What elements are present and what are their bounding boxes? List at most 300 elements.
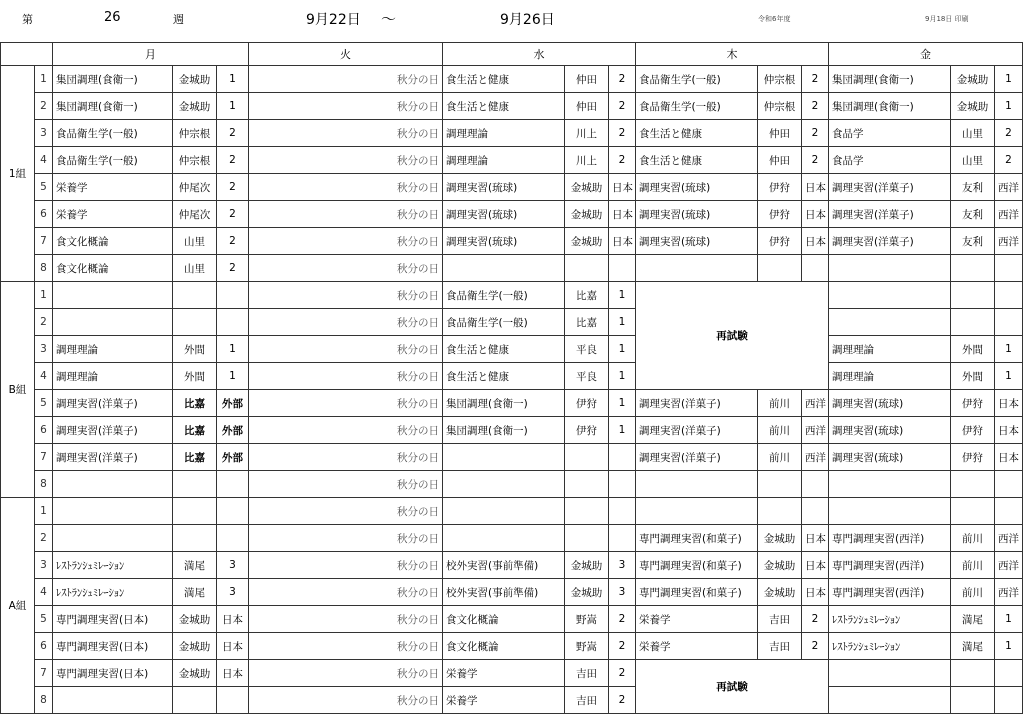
period-number: 6 xyxy=(35,201,53,228)
corner-cell xyxy=(1,43,53,66)
room-thu: 日本 xyxy=(802,201,829,228)
room-mon xyxy=(217,309,249,336)
teacher-mon: 外間 xyxy=(173,336,217,363)
teacher-wed: 川上 xyxy=(565,147,609,174)
subject-fri xyxy=(829,660,951,687)
room-mon xyxy=(217,525,249,552)
holiday-cell: 秋分の日 xyxy=(249,147,443,174)
room-thu: 2 xyxy=(802,120,829,147)
room-thu: 日本 xyxy=(802,174,829,201)
room-wed: 2 xyxy=(609,660,636,687)
room-wed: 1 xyxy=(609,336,636,363)
holiday-cell: 秋分の日 xyxy=(249,255,443,282)
room-wed xyxy=(609,525,636,552)
period-row xyxy=(1,201,1023,228)
teacher-fri xyxy=(951,660,995,687)
teacher-thu xyxy=(758,255,802,282)
subject-mon xyxy=(53,309,173,336)
teacher-wed xyxy=(565,525,609,552)
period-number: 6 xyxy=(35,633,53,660)
subject-mon: 調理実習(洋菓子) xyxy=(53,390,173,417)
period-number: 3 xyxy=(35,336,53,363)
room-fri: 1 xyxy=(995,363,1023,390)
room-wed: 1 xyxy=(609,282,636,309)
teacher-thu: 前川 xyxy=(758,417,802,444)
period-number: 7 xyxy=(35,444,53,471)
period-number: 4 xyxy=(35,363,53,390)
subject-wed: 調理理論 xyxy=(443,147,565,174)
teacher-mon: 外間 xyxy=(173,363,217,390)
day-header-wed: 水 xyxy=(443,43,636,66)
room-wed: 2 xyxy=(609,606,636,633)
teacher-wed: 吉田 xyxy=(565,660,609,687)
subject-fri: 専門調理実習(西洋) xyxy=(829,552,951,579)
room-fri: 西洋 xyxy=(995,579,1023,606)
teacher-mon: 金城助 xyxy=(173,606,217,633)
room-fri: 2 xyxy=(995,147,1023,174)
subject-mon: 食文化概論 xyxy=(53,228,173,255)
subject-thu: 栄養学 xyxy=(636,606,758,633)
period-number: 8 xyxy=(35,687,53,714)
teacher-wed: 伊狩 xyxy=(565,417,609,444)
teacher-fri: 前川 xyxy=(951,579,995,606)
room-fri: 1 xyxy=(995,336,1023,363)
period-number: 3 xyxy=(35,552,53,579)
teacher-thu: 吉田 xyxy=(758,606,802,633)
holiday-cell: 秋分の日 xyxy=(249,201,443,228)
subject-fri: 調理実習(琉球) xyxy=(829,444,951,471)
teacher-mon: 比嘉 xyxy=(173,390,217,417)
period-row xyxy=(1,687,1023,714)
subject-mon: 専門調理実習(日本) xyxy=(53,633,173,660)
room-mon: 日本 xyxy=(217,633,249,660)
teacher-mon xyxy=(173,525,217,552)
subject-fri: 調理実習(洋菓子) xyxy=(829,201,951,228)
period-number: 8 xyxy=(35,255,53,282)
subject-fri: 調理実習(琉球) xyxy=(829,390,951,417)
room-wed: 日本 xyxy=(609,174,636,201)
subject-fri xyxy=(829,687,951,714)
print-date: 9月18日 印刷 xyxy=(925,15,969,23)
subject-wed: 調理実習(琉球) xyxy=(443,228,565,255)
room-thu: 西洋 xyxy=(802,417,829,444)
subject-mon: 専門調理実習(日本) xyxy=(53,660,173,687)
teacher-wed: 金城助 xyxy=(565,201,609,228)
teacher-fri: 友利 xyxy=(951,174,995,201)
room-thu: 日本 xyxy=(802,579,829,606)
subject-mon: 調理実習(洋菓子) xyxy=(53,417,173,444)
period-number: 4 xyxy=(35,147,53,174)
room-wed: 日本 xyxy=(609,228,636,255)
period-row xyxy=(1,309,1023,336)
teacher-wed: 金城助 xyxy=(565,174,609,201)
room-fri: 西洋 xyxy=(995,228,1023,255)
room-mon: 2 xyxy=(217,120,249,147)
teacher-fri xyxy=(951,471,995,498)
subject-wed xyxy=(443,471,565,498)
period-row xyxy=(1,552,1023,579)
subject-thu: 食品衛生学(一般) xyxy=(636,93,758,120)
teacher-thu: 伊狩 xyxy=(758,174,802,201)
teacher-mon xyxy=(173,309,217,336)
subject-wed: 調理実習(琉球) xyxy=(443,174,565,201)
subject-wed: 食生活と健康 xyxy=(443,93,565,120)
subject-fri xyxy=(829,282,951,309)
teacher-mon: 仲宗根 xyxy=(173,120,217,147)
subject-thu: 調理実習(琉球) xyxy=(636,228,758,255)
room-fri xyxy=(995,255,1023,282)
room-mon: 1 xyxy=(217,363,249,390)
period-row xyxy=(1,633,1023,660)
room-wed: 2 xyxy=(609,120,636,147)
teacher-thu xyxy=(758,498,802,525)
period-number: 5 xyxy=(35,174,53,201)
start-date: 9月22日 xyxy=(306,12,361,28)
teacher-fri: 友利 xyxy=(951,201,995,228)
holiday-cell: 秋分の日 xyxy=(249,93,443,120)
week-suffix: 週 xyxy=(173,13,184,26)
teacher-wed: 金城助 xyxy=(565,579,609,606)
holiday-cell: 秋分の日 xyxy=(249,363,443,390)
room-fri xyxy=(995,282,1023,309)
room-mon: 外部 xyxy=(217,417,249,444)
room-thu: 2 xyxy=(802,93,829,120)
teacher-wed: 野嵩 xyxy=(565,633,609,660)
period-number: 8 xyxy=(35,471,53,498)
teacher-wed: 比嘉 xyxy=(565,282,609,309)
period-row xyxy=(1,147,1023,174)
teacher-fri: 外間 xyxy=(951,336,995,363)
teacher-mon: 山里 xyxy=(173,255,217,282)
period-number: 7 xyxy=(35,660,53,687)
room-thu: 2 xyxy=(802,606,829,633)
subject-thu: 調理実習(琉球) xyxy=(636,174,758,201)
room-wed xyxy=(609,444,636,471)
subject-fri: 専門調理実習(西洋) xyxy=(829,579,951,606)
room-mon xyxy=(217,687,249,714)
holiday-cell: 秋分の日 xyxy=(249,552,443,579)
teacher-wed xyxy=(565,498,609,525)
room-mon: 外部 xyxy=(217,444,249,471)
group-label: B組 xyxy=(1,282,35,498)
teacher-wed: 野嵩 xyxy=(565,606,609,633)
day-header-fri: 金 xyxy=(829,43,1023,66)
teacher-wed: 仲田 xyxy=(565,66,609,93)
subject-thu: 専門調理実習(和菓子) xyxy=(636,579,758,606)
subject-thu xyxy=(636,471,758,498)
room-mon xyxy=(217,498,249,525)
holiday-cell: 秋分の日 xyxy=(249,282,443,309)
period-number: 2 xyxy=(35,93,53,120)
subject-mon: 栄養学 xyxy=(53,201,173,228)
room-mon: 3 xyxy=(217,552,249,579)
teacher-mon xyxy=(173,498,217,525)
teacher-mon: 満尾 xyxy=(173,552,217,579)
room-wed xyxy=(609,255,636,282)
room-mon: 1 xyxy=(217,336,249,363)
period-number: 7 xyxy=(35,228,53,255)
subject-thu: 調理実習(洋菓子) xyxy=(636,390,758,417)
holiday-cell: 秋分の日 xyxy=(249,660,443,687)
room-mon: 3 xyxy=(217,579,249,606)
room-thu: 日本 xyxy=(802,552,829,579)
teacher-thu: 前川 xyxy=(758,390,802,417)
subject-thu: 専門調理実習(和菓子) xyxy=(636,525,758,552)
subject-wed: 校外実習(事前準備) xyxy=(443,552,565,579)
teacher-mon: 金城助 xyxy=(173,93,217,120)
subject-mon: 栄養学 xyxy=(53,174,173,201)
teacher-fri xyxy=(951,282,995,309)
subject-wed: 集団調理(食衛一) xyxy=(443,390,565,417)
teacher-mon xyxy=(173,687,217,714)
teacher-wed: 仲田 xyxy=(565,93,609,120)
room-fri: 日本 xyxy=(995,417,1023,444)
room-wed: 2 xyxy=(609,687,636,714)
room-mon xyxy=(217,282,249,309)
room-fri xyxy=(995,660,1023,687)
subject-wed: 食生活と健康 xyxy=(443,66,565,93)
room-mon xyxy=(217,471,249,498)
subject-fri: 調理理論 xyxy=(829,336,951,363)
teacher-thu: 金城助 xyxy=(758,579,802,606)
period-row xyxy=(1,471,1023,498)
room-thu xyxy=(802,255,829,282)
teacher-fri: 金城助 xyxy=(951,66,995,93)
subject-mon xyxy=(53,282,173,309)
teacher-fri: 満尾 xyxy=(951,606,995,633)
subject-fri: 調理理論 xyxy=(829,363,951,390)
subject-fri: 調理実習(琉球) xyxy=(829,417,951,444)
room-mon: 日本 xyxy=(217,606,249,633)
subject-fri xyxy=(829,471,951,498)
re-exam-cell: 再試験 xyxy=(636,660,829,714)
room-fri: 西洋 xyxy=(995,525,1023,552)
subject-mon: ﾚｽﾄﾗﾝｼｭﾐﾚｰｼｮﾝ xyxy=(53,552,173,579)
teacher-wed: 吉田 xyxy=(565,687,609,714)
period-row xyxy=(1,498,1023,525)
room-fri: 西洋 xyxy=(995,552,1023,579)
period-number: 4 xyxy=(35,579,53,606)
period-number: 1 xyxy=(35,66,53,93)
subject-wed xyxy=(443,498,565,525)
teacher-mon xyxy=(173,282,217,309)
subject-wed: 食文化概論 xyxy=(443,633,565,660)
room-mon: 2 xyxy=(217,174,249,201)
room-thu: 西洋 xyxy=(802,390,829,417)
room-mon: 2 xyxy=(217,255,249,282)
subject-wed: 調理実習(琉球) xyxy=(443,201,565,228)
teacher-wed xyxy=(565,471,609,498)
period-row xyxy=(1,363,1023,390)
room-thu: 2 xyxy=(802,66,829,93)
teacher-thu: 仲田 xyxy=(758,147,802,174)
subject-wed: 食生活と健康 xyxy=(443,363,565,390)
teacher-fri xyxy=(951,255,995,282)
period-number: 3 xyxy=(35,120,53,147)
end-date: 9月26日 xyxy=(500,12,555,28)
period-row xyxy=(1,390,1023,417)
teacher-thu: 金城助 xyxy=(758,552,802,579)
room-wed: 2 xyxy=(609,147,636,174)
holiday-cell: 秋分の日 xyxy=(249,525,443,552)
teacher-thu: 前川 xyxy=(758,444,802,471)
subject-wed: 食生活と健康 xyxy=(443,336,565,363)
subject-wed: 校外実習(事前準備) xyxy=(443,579,565,606)
room-fri xyxy=(995,471,1023,498)
subject-mon: 調理理論 xyxy=(53,363,173,390)
room-fri xyxy=(995,498,1023,525)
room-fri: 日本 xyxy=(995,390,1023,417)
subject-fri xyxy=(829,255,951,282)
subject-fri: ﾚｽﾄﾗﾝｼｭﾐﾚｰｼｮﾝ xyxy=(829,633,951,660)
holiday-cell: 秋分の日 xyxy=(249,633,443,660)
subject-thu: 調理実習(洋菓子) xyxy=(636,444,758,471)
period-row xyxy=(1,606,1023,633)
re-exam-cell: 再試験 xyxy=(636,282,829,390)
room-fri: 西洋 xyxy=(995,201,1023,228)
room-mon: 2 xyxy=(217,147,249,174)
period-number: 1 xyxy=(35,282,53,309)
room-fri: 西洋 xyxy=(995,174,1023,201)
period-number: 2 xyxy=(35,525,53,552)
teacher-thu: 伊狩 xyxy=(758,228,802,255)
period-row xyxy=(1,660,1023,687)
week-prefix: 第 xyxy=(22,13,33,26)
teacher-fri: 金城助 xyxy=(951,93,995,120)
teacher-mon xyxy=(173,471,217,498)
room-thu: 西洋 xyxy=(802,444,829,471)
subject-thu: 専門調理実習(和菓子) xyxy=(636,552,758,579)
subject-fri: 調理実習(洋菓子) xyxy=(829,174,951,201)
period-number: 2 xyxy=(35,309,53,336)
subject-fri: ﾚｽﾄﾗﾝｼｭﾐﾚｰｼｮﾝ xyxy=(829,606,951,633)
holiday-cell: 秋分の日 xyxy=(249,120,443,147)
teacher-fri: 前川 xyxy=(951,552,995,579)
room-fri: 1 xyxy=(995,66,1023,93)
group-label: 1組 xyxy=(1,66,35,282)
teacher-thu: 仲田 xyxy=(758,120,802,147)
teacher-fri: 友利 xyxy=(951,228,995,255)
teacher-thu: 仲宗根 xyxy=(758,93,802,120)
room-mon: 日本 xyxy=(217,660,249,687)
holiday-cell: 秋分の日 xyxy=(249,228,443,255)
room-wed: 1 xyxy=(609,417,636,444)
room-wed: 2 xyxy=(609,93,636,120)
schedule-table xyxy=(0,42,1023,714)
fiscal-year: 令和6年度 xyxy=(758,15,791,23)
room-thu: 2 xyxy=(802,633,829,660)
subject-fri: 専門調理実習(西洋) xyxy=(829,525,951,552)
teacher-thu: 金城助 xyxy=(758,525,802,552)
holiday-cell: 秋分の日 xyxy=(249,390,443,417)
holiday-cell: 秋分の日 xyxy=(249,579,443,606)
day-header-row xyxy=(1,43,1023,66)
subject-mon xyxy=(53,498,173,525)
teacher-thu: 吉田 xyxy=(758,633,802,660)
holiday-cell: 秋分の日 xyxy=(249,606,443,633)
room-mon: 1 xyxy=(217,93,249,120)
teacher-wed: 金城助 xyxy=(565,552,609,579)
teacher-fri: 伊狩 xyxy=(951,444,995,471)
room-thu: 2 xyxy=(802,147,829,174)
holiday-cell: 秋分の日 xyxy=(249,174,443,201)
header xyxy=(0,0,1024,42)
teacher-wed: 伊狩 xyxy=(565,390,609,417)
period-number: 5 xyxy=(35,606,53,633)
room-wed: 1 xyxy=(609,390,636,417)
teacher-mon: 金城助 xyxy=(173,660,217,687)
subject-fri xyxy=(829,309,951,336)
teacher-fri: 山里 xyxy=(951,120,995,147)
teacher-thu: 伊狩 xyxy=(758,201,802,228)
subject-mon: 集団調理(食衛一) xyxy=(53,66,173,93)
room-wed: 1 xyxy=(609,363,636,390)
holiday-cell: 秋分の日 xyxy=(249,336,443,363)
period-row xyxy=(1,228,1023,255)
subject-thu: 食生活と健康 xyxy=(636,120,758,147)
subject-mon xyxy=(53,687,173,714)
teacher-wed: 比嘉 xyxy=(565,309,609,336)
period-row xyxy=(1,66,1023,93)
room-fri: 1 xyxy=(995,93,1023,120)
subject-fri: 集団調理(食衛一) xyxy=(829,93,951,120)
subject-thu xyxy=(636,255,758,282)
holiday-cell: 秋分の日 xyxy=(249,66,443,93)
subject-mon: 食品衛生学(一般) xyxy=(53,120,173,147)
room-fri: 1 xyxy=(995,606,1023,633)
teacher-mon: 仲尾次 xyxy=(173,174,217,201)
room-fri: 1 xyxy=(995,633,1023,660)
subject-fri: 食品学 xyxy=(829,120,951,147)
teacher-wed xyxy=(565,255,609,282)
room-wed: 3 xyxy=(609,579,636,606)
teacher-mon: 比嘉 xyxy=(173,417,217,444)
period-row xyxy=(1,174,1023,201)
subject-mon: 食文化概論 xyxy=(53,255,173,282)
teacher-wed: 金城助 xyxy=(565,228,609,255)
room-fri: 日本 xyxy=(995,444,1023,471)
teacher-fri: 伊狩 xyxy=(951,390,995,417)
teacher-wed: 平良 xyxy=(565,336,609,363)
room-wed: 2 xyxy=(609,66,636,93)
teacher-fri: 満尾 xyxy=(951,633,995,660)
period-row xyxy=(1,417,1023,444)
teacher-fri xyxy=(951,309,995,336)
room-fri: 2 xyxy=(995,120,1023,147)
teacher-fri xyxy=(951,687,995,714)
teacher-mon: 金城助 xyxy=(173,66,217,93)
room-wed: 日本 xyxy=(609,201,636,228)
teacher-thu: 仲宗根 xyxy=(758,66,802,93)
subject-wed: 食品衛生学(一般) xyxy=(443,309,565,336)
holiday-cell: 秋分の日 xyxy=(249,687,443,714)
week-number: 26 xyxy=(104,10,121,25)
subject-thu: 調理実習(洋菓子) xyxy=(636,417,758,444)
subject-mon: 集団調理(食衛一) xyxy=(53,93,173,120)
subject-mon xyxy=(53,525,173,552)
room-wed xyxy=(609,471,636,498)
teacher-mon: 山里 xyxy=(173,228,217,255)
subject-mon: 調理実習(洋菓子) xyxy=(53,444,173,471)
subject-thu xyxy=(636,498,758,525)
period-row xyxy=(1,255,1023,282)
subject-wed: 食品衛生学(一般) xyxy=(443,282,565,309)
period-row xyxy=(1,579,1023,606)
subject-mon: 食品衛生学(一般) xyxy=(53,147,173,174)
room-wed: 2 xyxy=(609,633,636,660)
holiday-cell: 秋分の日 xyxy=(249,498,443,525)
room-thu: 日本 xyxy=(802,228,829,255)
